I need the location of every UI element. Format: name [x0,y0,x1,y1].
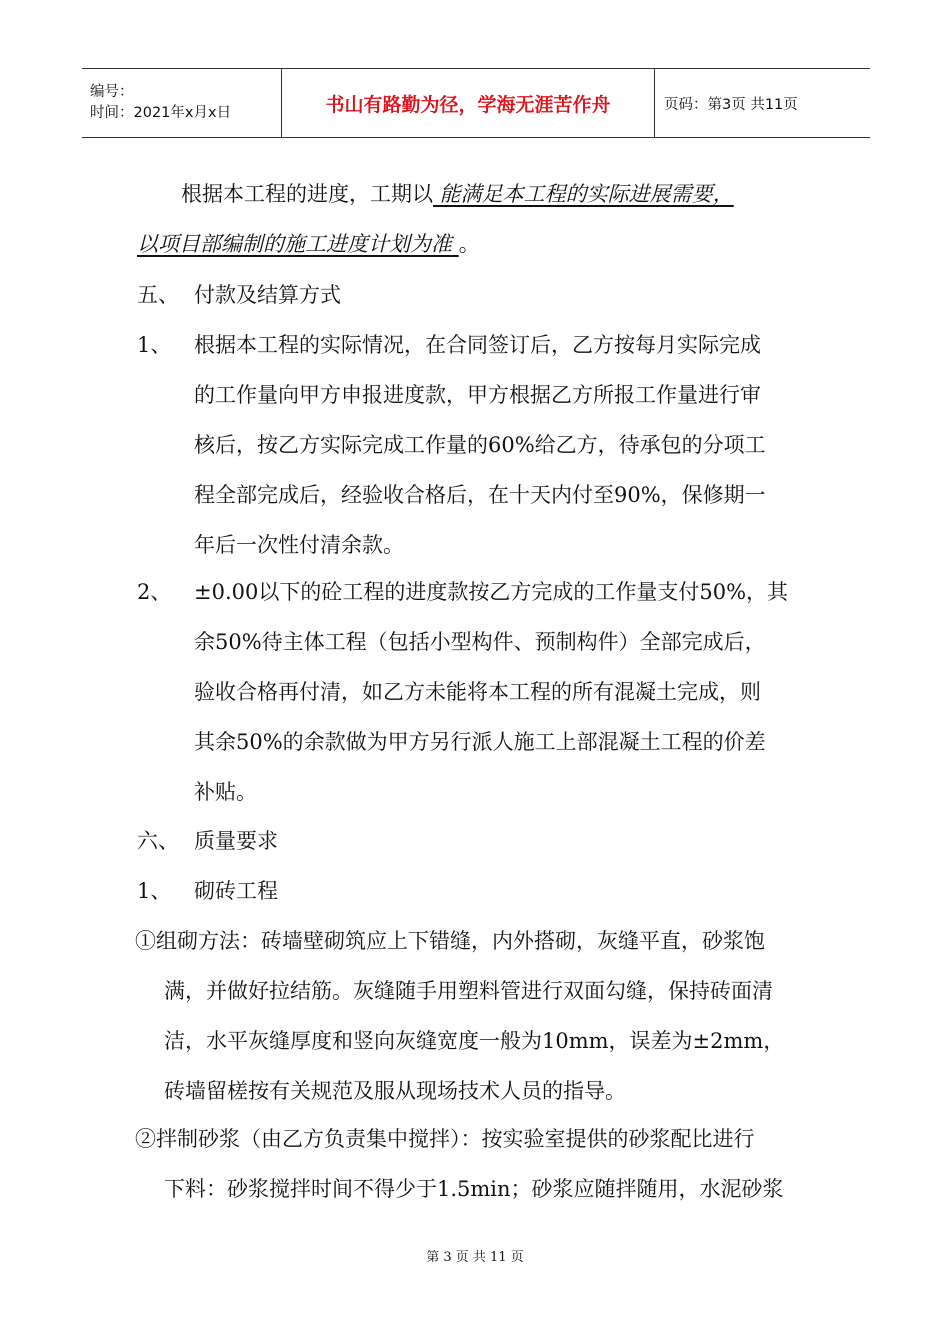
subsection-1-title: 砌砖工程 [194,879,278,903]
header-meta [82,69,282,137]
header-number: 编号： [90,84,134,100]
clause-1-line: ①组砌方法：砖墙壁砌筑应上下错缝，内外搭砌，灰缝平直，砂浆饱 [135,929,765,953]
clause-1-line: 洁，水平灰缝厚度和竖向灰缝宽度一般为10mm，误差为±2mm， [164,1029,785,1053]
item-1-line: 的工作量向甲方申报进度款，甲方根据乙方所报工作量进行审 [194,383,761,407]
header-page-info [655,69,870,137]
item-2-line: 验收合格再付清，如乙方未能将本工程的所有混凝土完成，则 [194,680,761,704]
item-2-line: 补贴。 [194,780,257,804]
item-1-line: 根据本工程的实际情况，在合同签订后，乙方按每月实际完成 [194,333,761,357]
page-footer: 第 3 页 共 11 页 [426,1250,524,1265]
item-2-line: ±0.00以下的砼工程的进度款按乙方完成的工作量支付50%，其 [194,580,789,604]
section-5-title: 付款及结算方式 [194,283,341,307]
section-6-number: 六、 [137,829,179,853]
header-motto [282,69,655,137]
header-page-text: 页码：第3页 共11页 [664,96,798,113]
clause-1-line: 满，并做好拉结筋。灰缝随手用塑料管进行双面勾缝，保持砖面清 [164,979,773,1003]
intro-underlined-2: 以项目部编制的施工进度计划为准 [137,232,459,256]
section-5-number: 五、 [137,283,179,307]
clause-2-line: 下料：砂浆搅拌时间不得少于1.5min；砂浆应随拌随用，水泥砂浆 [164,1177,784,1201]
intro-text: 根据本工程的进度，工期以 [181,182,433,206]
clause-1-line: 砖墙留槎按有关规范及服从现场技术人员的指导。 [164,1079,626,1103]
clause-2-line: ②拌制砂浆（由乙方负责集中搅拌）：按实验室提供的砂浆配比进行 [135,1127,755,1151]
item-1-number: 1、 [137,333,172,357]
intro-end: 。 [458,232,480,256]
intro-line-2 [137,229,480,259]
section-6-title: 质量要求 [194,829,278,853]
intro-underlined-1: 能满足本工程的实际进展需要， [433,182,734,206]
item-2-number: 2、 [137,580,172,604]
item-2-line: 其余50%的余款做为甲方另行派人施工上部混凝土工程的价差 [194,730,766,754]
subsection-1-number: 1、 [137,879,172,903]
item-1-line: 程全部完成后，经验收合格后，在十天内付至90%，保修期一 [194,483,766,507]
item-2-line: 余50%待主体工程（包括小型构件、预制构件）全部完成后， [194,630,766,654]
document-header [82,68,870,138]
item-1-line: 核后，按乙方实际完成工作量的60%给乙方，待承包的分项工 [194,433,766,457]
header-motto-text: 书山有路勤为径，学海无涯苦作舟 [325,93,611,116]
intro-line-1 [181,179,734,209]
header-time: 时间：2021年x月x日 [90,105,232,121]
item-1-line: 年后一次性付清余款。 [194,533,404,557]
